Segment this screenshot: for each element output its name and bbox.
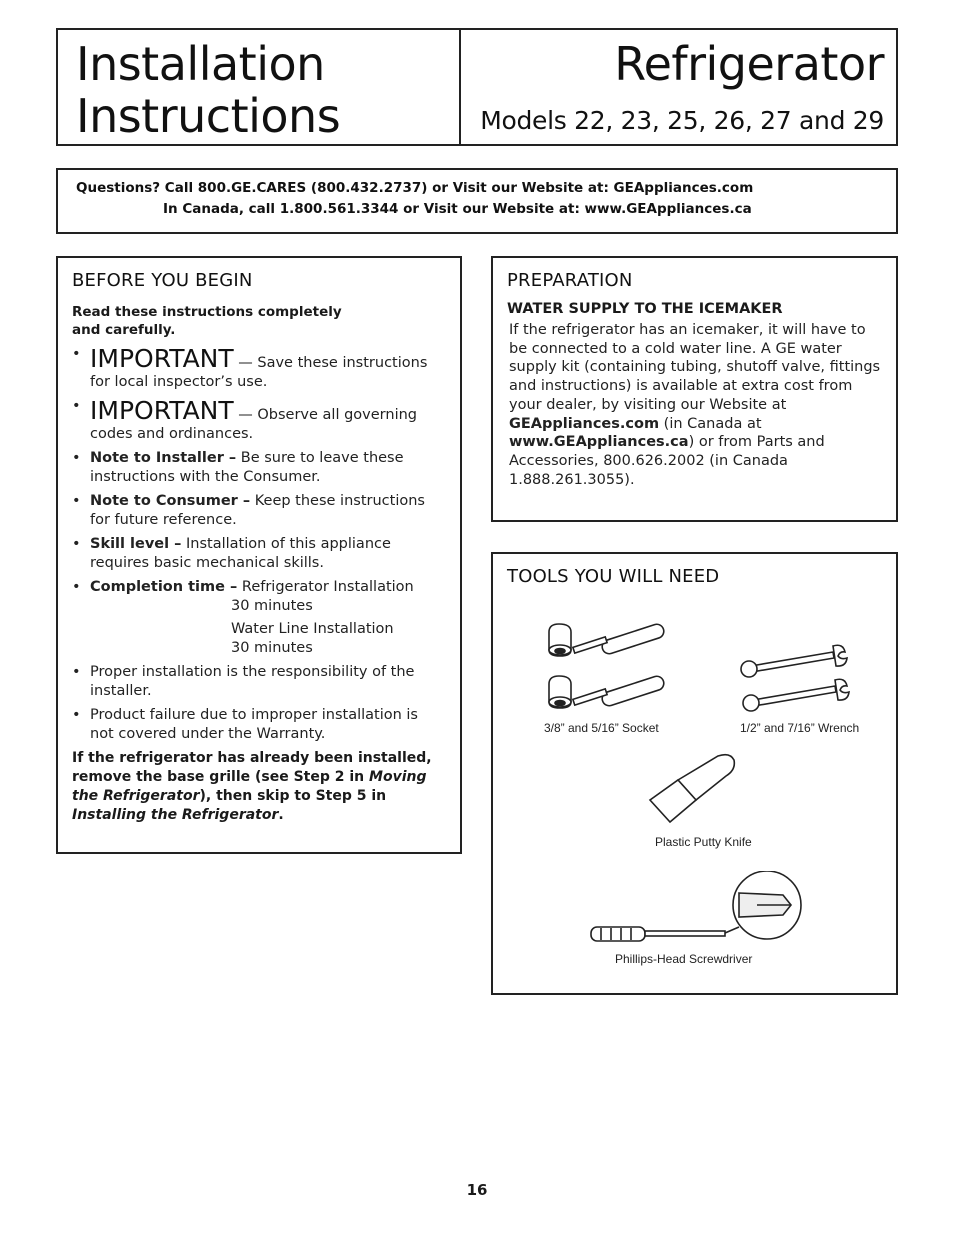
item-text: Proper installation is the responsibility of the installer.: [90, 664, 415, 699]
bullet: •: [72, 398, 81, 414]
note-label: Note to Consumer –: [90, 493, 251, 509]
section-title: BEFORE YOU BEGIN: [72, 270, 253, 291]
note-text: Keep these instructions for future reference.: [90, 493, 425, 528]
completion-time: 30 minutes: [231, 598, 313, 614]
list-item: [72, 663, 446, 701]
important-text: — Observe all governing codes and ordinances.: [90, 407, 417, 442]
document-title: [76, 38, 340, 142]
putty-knife-caption: Plastic Putty Knife: [655, 835, 752, 849]
note-text: Be sure to leave these instructions with the Consumer.: [90, 450, 404, 485]
important-text: — Save these instructions for local inspector’s use.: [90, 355, 428, 390]
preparation-section: [491, 256, 898, 522]
header-left-box: [56, 28, 461, 146]
bullet: •: [72, 346, 81, 362]
preparation-body: [507, 321, 882, 489]
final-text: If the refrigerator has already been installed, remove the base grille (see Step 2 in: [72, 750, 432, 785]
note-label: Note to Installer –: [90, 450, 237, 466]
header-right-box: [459, 28, 898, 146]
bullet: •: [72, 450, 81, 466]
wrench-icon: [737, 638, 859, 718]
socket-caption: 3/8” and 5/16” Socket: [544, 721, 659, 735]
contact-line-us: Questions? Call 800.GE.CARES (800.432.2737) or Visit our Website at: GEAppliances.com: [76, 180, 754, 196]
before-you-begin-section: [56, 256, 462, 854]
tools-section: [491, 552, 898, 995]
final-text: ), then skip to Step 5 in: [199, 788, 387, 804]
website-link-canada: www.GEAppliances.ca: [509, 434, 689, 451]
section-title: PREPARATION: [507, 270, 633, 291]
intro-text: [72, 303, 446, 339]
screwdriver-caption: Phillips-Head Screwdriver: [615, 952, 753, 966]
important-label: IMPORTANT: [90, 396, 234, 425]
bullet: •: [72, 664, 81, 680]
website-link: GEAppliances.com: [509, 415, 660, 432]
final-italic: Installing the Refrigerator: [72, 807, 279, 823]
subsection-title: WATER SUPPLY TO THE ICEMAKER: [507, 301, 783, 317]
bullet: •: [72, 536, 81, 552]
final-italic: Moving the Refrigerator: [72, 769, 427, 804]
body-text: (in Canada at: [659, 415, 762, 432]
completion-time: 30 minutes: [231, 640, 313, 656]
contact-box: [56, 168, 898, 234]
bullet: •: [72, 707, 81, 723]
list-item: [72, 492, 446, 530]
skill-label: Skill level –: [90, 536, 182, 552]
body-text: If the refrigerator has an icemaker, it will have to be connected to a cold water line. A GE water supply kit (containing tubing, shutoff valve, fittings and instructions) is available at extra cost from your dealer, by visiting our Website at: [509, 322, 881, 413]
item-text: Product failure due to improper installation is not covered under the Warranty.: [90, 707, 418, 742]
already-installed-note: [72, 749, 446, 825]
list-item: [72, 578, 446, 658]
title-line-1: Installation: [76, 37, 325, 91]
important-label: IMPORTANT: [90, 344, 234, 373]
intro-line-1: Read these instructions completely: [72, 304, 342, 320]
completion-text: Water Line Installation: [231, 621, 394, 637]
body-text: ) or from Parts and Accessories, 800.626.2002 (in Canada 1.888.261.3055).: [509, 434, 825, 488]
bullet: •: [72, 493, 81, 509]
models-subtitle: Models 22, 23, 25, 26, 27 and 29: [480, 106, 884, 135]
list-item: [72, 345, 446, 392]
title-line-2: Instructions: [76, 89, 341, 143]
list-item: [72, 397, 446, 444]
page-number: 16: [466, 1181, 488, 1199]
contact-line-canada: In Canada, call 1.800.561.3344 or Visit our Website at: www.GEAppliances.ca: [163, 201, 752, 217]
list-item: [72, 535, 446, 573]
product-title: Refrigerator: [614, 37, 884, 91]
socket-icon: [543, 620, 668, 720]
completion-label: Completion time –: [90, 579, 238, 595]
final-text: .: [278, 807, 284, 823]
list-item: [72, 706, 446, 744]
bullet: •: [72, 579, 81, 595]
intro-line-2: and carefully.: [72, 322, 176, 338]
screwdriver-icon: [587, 871, 807, 947]
completion-text: Refrigerator Installation: [237, 579, 414, 595]
wrench-caption: 1/2” and 7/16” Wrench: [740, 721, 860, 735]
before-list: [72, 345, 446, 744]
section-title: TOOLS YOU WILL NEED: [507, 566, 720, 587]
putty-knife-icon: [648, 750, 738, 832]
list-item: [72, 449, 446, 487]
skill-text: Installation of this appliance requires basic mechanical skills.: [90, 536, 391, 571]
